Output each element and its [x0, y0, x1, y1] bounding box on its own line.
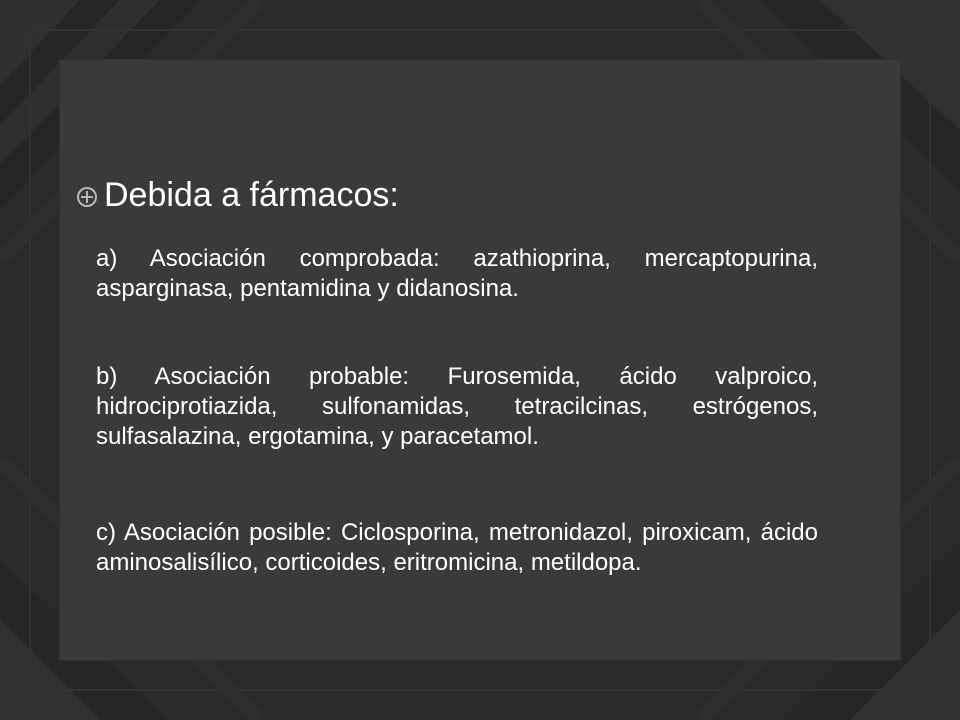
paragraph-a: a) Asociación comprobada: azathioprina, mercaptopurina, asparginasa, pentamidina y didanosina. [96, 245, 818, 302]
slide-heading: Debida a fármacos: [104, 176, 399, 214]
circled-plus-icon [76, 186, 98, 208]
paragraph-b: b) Asociación probable: Furosemida, ácido valproico, hidrociprotiazida, sulfonamidas, tetracilcinas, estrógenos, sulfasalazina, ergotamina, y paracetamol. [96, 363, 818, 450]
paragraph-c: c) Asociación posible: Ciclosporina, metronidazol, piroxicam, ácido aminosalisílico, corticoides, eritromicina, metildopa. [96, 519, 818, 576]
